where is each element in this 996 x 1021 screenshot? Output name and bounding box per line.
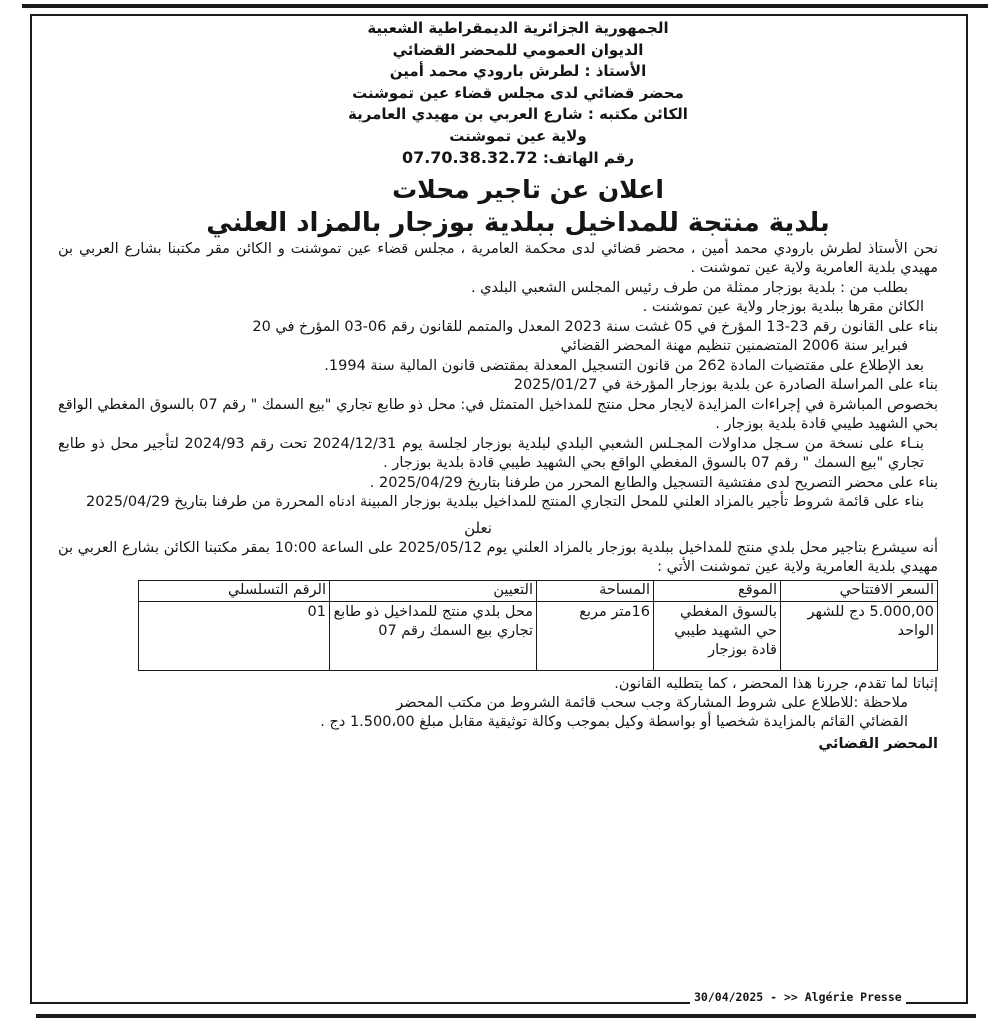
top-rule <box>22 4 988 8</box>
notice-title: اعلان عن تاجير محلات <box>392 174 664 204</box>
law-paragraph-line1: بناء على القانون رقم 23-13 المؤرخ في 05 غشت سنة 2023 المعدل والمتمم للقانون رقم 06-03 المؤرخ في 20 <box>252 318 938 335</box>
legal-notice <box>58 18 938 752</box>
closing-statement: إثباتا لما تقدم، جررنا هذا المحضر ، كما يتطلبه القانون. <box>614 675 938 692</box>
republic-name: الجمهورية الجزائرية الديمقراطية الشعبية <box>367 19 669 37</box>
law-paragraph-line2: فبراير سنة 2006 المتضمنين تنظيم مهنة المحضر القضائي <box>560 338 908 354</box>
note-line2: القضائي القائم بالمزايدة شخصيا أو بواسطة وكيل بموجب وكالة توثيقية مقابل مبلغ 1.500،00 دج . <box>320 713 908 730</box>
auction-date-paragraph: أنه سيشرع بتاجير محل بلدي منتج للمداخيل ببلدية بوزجار بالمزاد العلني يوم 2025/05/12 على الساعة 10:00 بمقر مكتبنا الكائن بشارع العربي بن مهيدي بلدية العامرية ولاية عين تموشنت الأتي : <box>58 539 939 575</box>
letterhead <box>218 18 818 170</box>
closing-notes <box>58 675 938 732</box>
property-table <box>138 580 938 671</box>
bottom-rule <box>36 1014 976 1018</box>
phone-label: رقم الهاتف: <box>542 149 635 167</box>
cell-serial: 01 <box>139 601 330 670</box>
announce-word: نعلن <box>464 518 492 537</box>
intro-paragraph: نحن الأستاذ لطرش بارودي محمد أمين ، محضر قضائي لدى محكمة العامرية ، مجلس قضاء عين تموشنت و الكائن مقر مكتبنا بشارع العربي بن مهيدي بلدية العامرية ولاية عين تموشنت . <box>58 240 938 276</box>
table-header-row <box>139 580 938 601</box>
bailiff-name: الأستاذ : لطرش بارودي محمد أمين <box>389 62 647 80</box>
phone-number: 07.70.38.32.72 <box>401 148 538 167</box>
phone-line <box>218 147 818 170</box>
header-price: السعر الافتتاحي <box>781 580 938 601</box>
header-area: المساحة <box>537 580 654 601</box>
cell-area: 16متر مربع <box>537 601 654 670</box>
article-paragraph: بعد الإطلاع على مقتضيات المادة 262 من قانون التسجيل المعدلة بمقتضى قانون المالية سنة 1994. <box>324 357 924 374</box>
cell-location: بالسوق المغطي حي الشهيد طيبي قادة بوزجار <box>654 601 781 670</box>
notice-subtitle: بلدية منتجة للمداخيل ببلدية بوزجار بالمزاد العلني <box>206 207 830 238</box>
table-row <box>139 601 938 670</box>
bailiff-court: محضر قضائي لدى مجلس قضاء عين تموشنت <box>352 83 684 102</box>
deliberation-paragraph: بنـاء على نسخة من سـجل مداولات المجـلس الشعبي البلدي لبلدية بوزجار لجلسة يوم 2024/12/31 تحت رقم 2024/93 لتأجير محل ذو طابع تجاري "بيع السمك " رقم 07 بالسوق المغطي الواقع بحي الشهيد طيبي قادة بلدية بوزجار . <box>58 435 924 471</box>
office-name: الديوان العمومي للمحضر القضائي <box>392 40 644 59</box>
header-location: الموقع <box>654 580 781 601</box>
note-line1: ملاحظة :للاطلاع على شروط المشاركة وجب سحب قائمة الشروط من مكتب المحضر <box>396 694 908 711</box>
office-address: الكائن مكتبه : شارع العربي بن مهيدي العامرية <box>348 105 688 123</box>
header-serial: الرقم التسلسلي <box>139 580 330 601</box>
conditions-paragraph: بناء على قائمة شروط تأجير بالمزاد العلني للمحل التجاري المنتج للمداخيل ببلدية بوزجار المبينة ادناه المحررة من طرفنا بتاريخ 2025/04/29 <box>86 494 924 510</box>
cell-price: 5.000,00 دج للشهر الواحد <box>781 601 938 670</box>
declaration-paragraph: بناء على محضر التصريح لدى مفتشية التسجيل والطابع المحرر من طرفنا بتاريخ 2025/04/29 . <box>369 474 938 491</box>
request-paragraph: بطلب من : بلدية بوزجار ممثلة من طرف رئيس المجلس الشعبي البلدي . <box>470 279 908 296</box>
header-designation: التعيين <box>330 580 537 601</box>
publication-footer: 30/04/2025 - >> Algérie Presse <box>690 990 906 1004</box>
correspondence-paragraph: بناء على المراسلة الصادرة عن بلدية بوزجار المؤرخة في 2025/01/27 <box>513 377 938 393</box>
office-province: ولاية عين تموشنت <box>449 126 587 145</box>
seat-paragraph: الكائن مقرها ببلدية بوزجار ولاية عين تموشنت . <box>642 299 924 315</box>
cell-designation: محل بلدي منتج للمداخيل ذو طابع تجاري بيع السمك رقم 07 <box>330 601 537 670</box>
auction-subject-paragraph: بخصوص المباشرة في إجراءات المزايدة لايجار محل منتج للمداخيل المتمثل في: محل ذو طابع تجاري "بيع السمك " رقم 07 بالسوق المغطي الواقع بحي الشهيد طيبي قادة بلدية بوزجار . <box>58 396 939 432</box>
signature: المحضر القضائي <box>818 735 938 752</box>
